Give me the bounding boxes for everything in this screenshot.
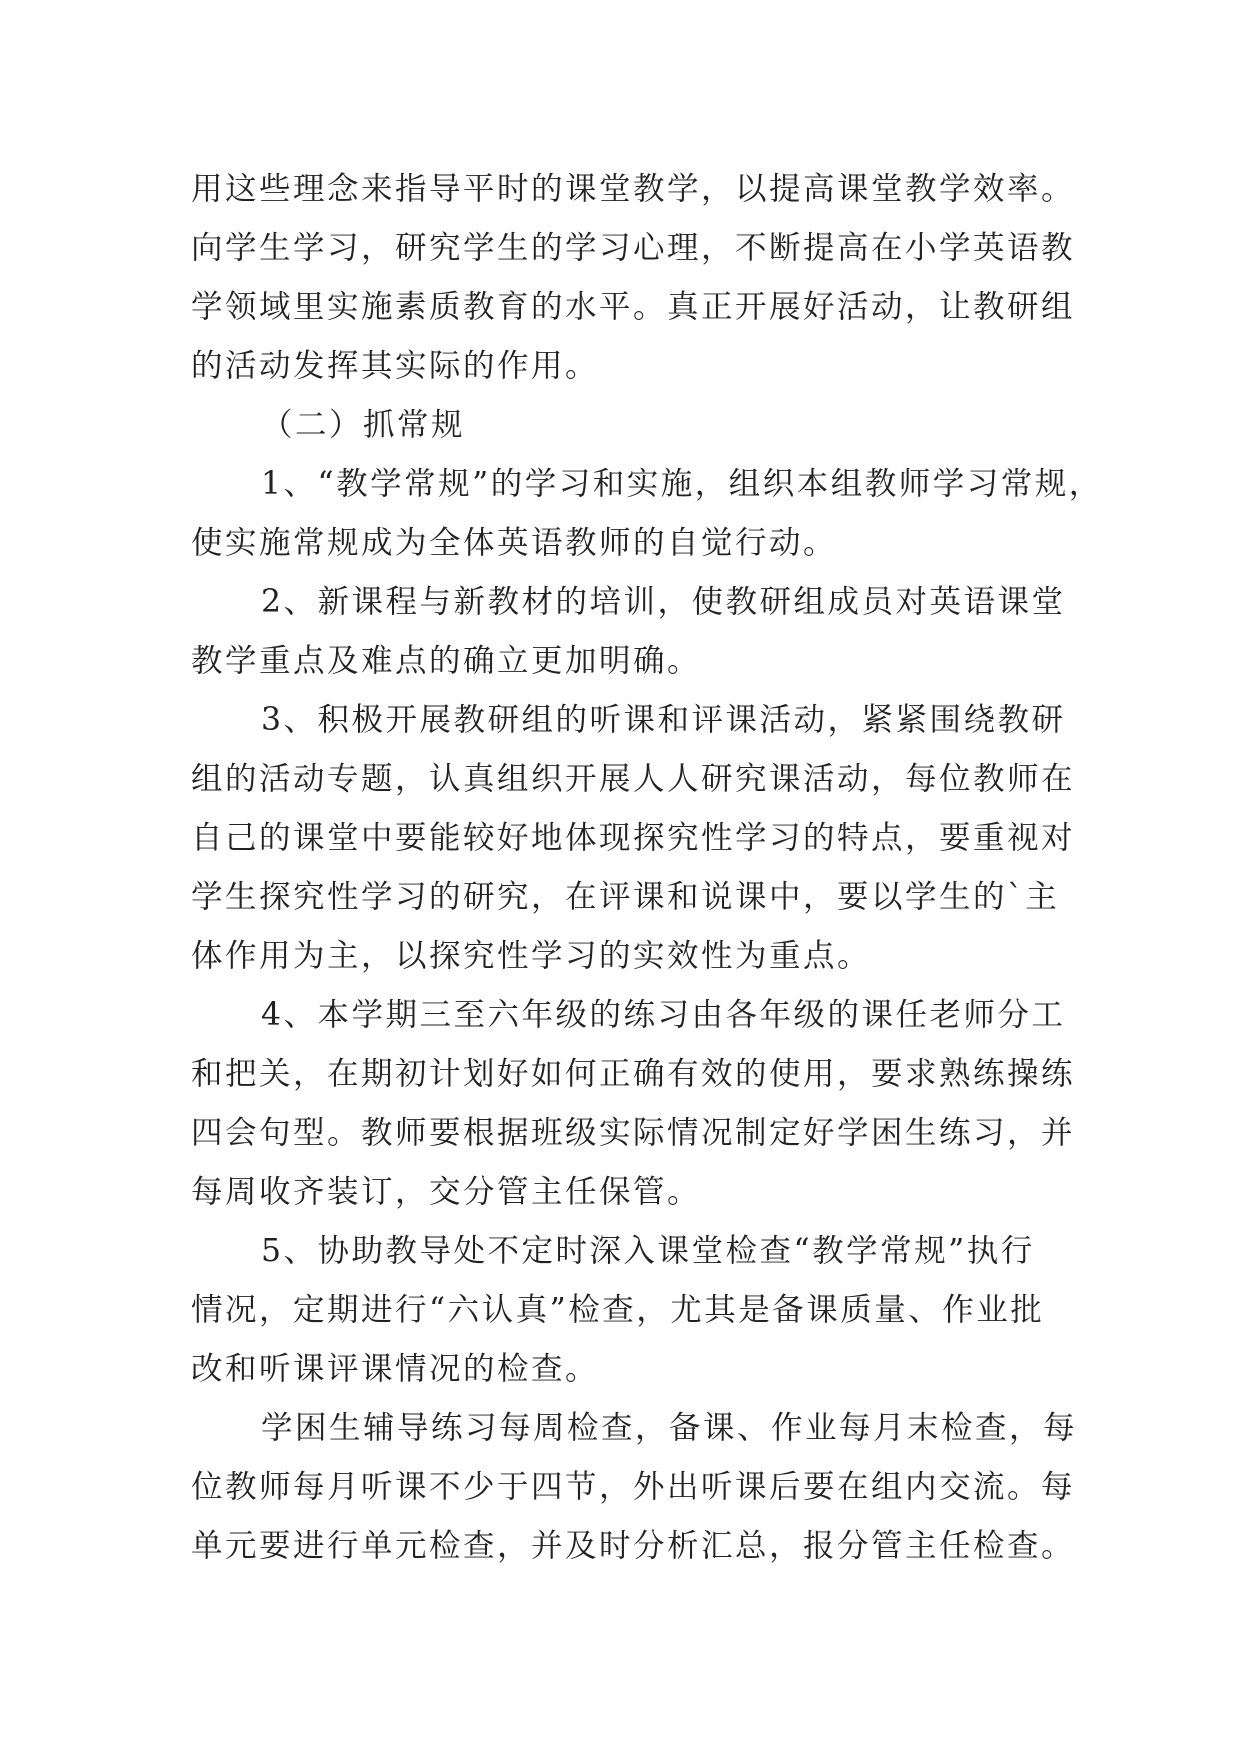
text-line: 单元要进行单元检查，并及时分析汇总，报分管主任检查。 — [191, 1528, 1076, 1564]
text-line: 每周收齐装订，交分管主任保管。 — [191, 1174, 702, 1210]
text-line: 和把关，在期初计划好如何正确有效的使用，要求熟练操练 — [191, 1056, 1076, 1092]
text-line: 4、本学期三至六年级的练习由各年级的课任老师分工 — [261, 997, 1066, 1033]
text-line: 改和听课评课情况的检查。 — [191, 1351, 600, 1387]
text-line: 自己的课堂中要能较好地体现探究性学习的特点，要重视对 — [191, 820, 1076, 856]
text-line: 1、“教学常规”的学习和实施，组织本组教师学习常规， — [261, 466, 1103, 502]
text-line: 体作用为主，以探究性学习的实效性为重点。 — [191, 938, 872, 974]
body-text — [191, 160, 1103, 1576]
text-line: 3、积极开展教研组的听课和评课活动，紧紧围绕教研 — [261, 702, 1066, 738]
text-line: 四会句型。教师要根据班级实际情况制定好学困生练习，并 — [191, 1115, 1076, 1151]
text-line: 向学生学习，研究学生的学习心理，不断提高在小学英语教 — [191, 230, 1076, 266]
text-line: 2、新课程与新教材的培训，使教研组成员对英语课堂 — [261, 584, 1066, 620]
text-line: 学领域里实施素质教育的水平。真正开展好活动，让教研组 — [191, 289, 1076, 325]
text-line: 组的活动专题，认真组织开展人人研究课活动，每位教师在 — [191, 761, 1076, 797]
text-line: 教学重点及难点的确立更加明确。 — [191, 643, 702, 679]
text-line: 用这些理念来指导平时的课堂教学，以提高课堂教学效率。 — [191, 171, 1076, 207]
text-line: 使实施常规成为全体英语教师的自觉行动。 — [191, 525, 838, 561]
text-line: 学困生辅导练习每周检查，备课、作业每月末检查，每 — [261, 1410, 1078, 1446]
text-line: 学生探究性学习的研究，在评课和说课中，要以学生的`主 — [191, 879, 1060, 915]
text-line: 位教师每月听课不少于四节，外出听课后要在组内交流。每 — [191, 1469, 1076, 1505]
text-line: 5、协助教导处不定时深入课堂检查“教学常规”执行 — [261, 1233, 1035, 1269]
text-line: 的活动发挥其实际的作用。 — [191, 348, 600, 384]
section-heading: （二）抓常规 — [261, 407, 466, 443]
text-line: 情况，定期进行“六认真”检查，尤其是备课质量、作业批 — [191, 1292, 1045, 1328]
